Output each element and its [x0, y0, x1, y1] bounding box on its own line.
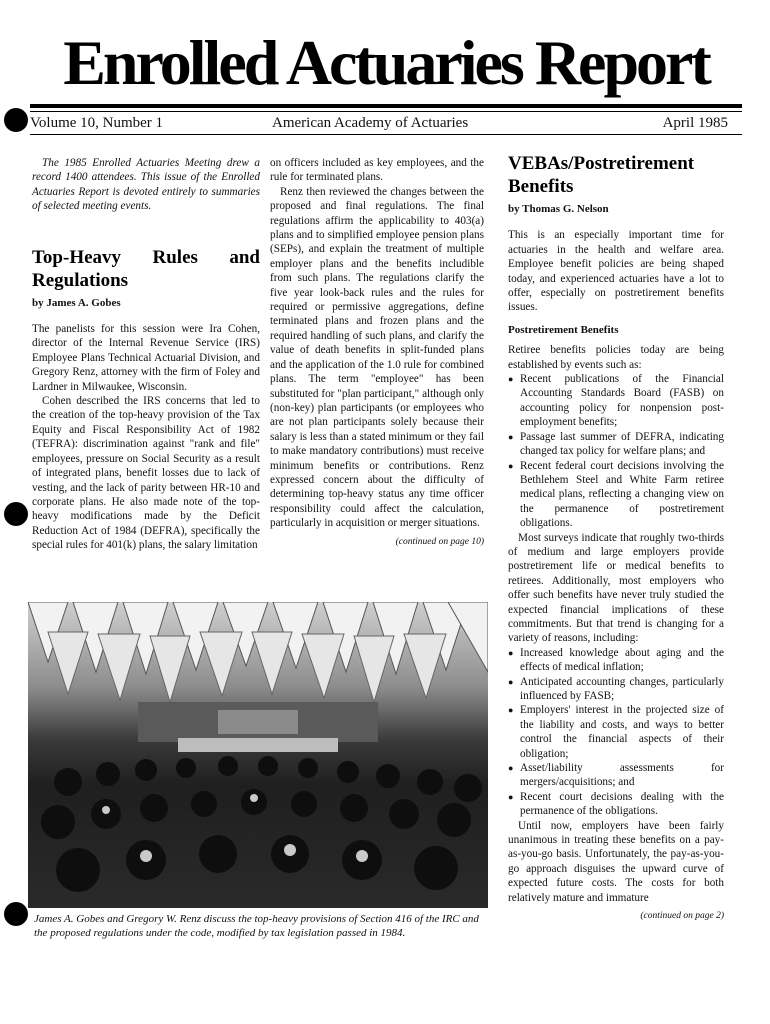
section-subhead: Postretirement Benefits [508, 323, 619, 336]
masthead-title: Enrolled Actuaries Report [63, 27, 709, 98]
article-paragraph: Retiree benefits policies today are being established by events such as: [508, 344, 724, 371]
article-paragraph: Renz then reviewed the changes between the proposed and final regulations. The final regulations affirm the applicability to 403(a) plans and to simplified employee pension plans (SEPs), and explain the treatment of multiple employer plans and the benefits includible from such plans. The regulations clarify the five year look-back rules and the rules for required or permissive aggregations, define terminated plans and frozen plans and the required handling of such plans, and clarify the value of death benefits in split-funded plans and the application of the 1.0 rule for combined plans. The term "employee" has been substituted for "plan participant," although only (non-key) plan participants (or employees who are not plan participants solely because their salary is less than a stated minimum or they fail to make mandatory contributions) must receive minimum benefits or contributions. Renz expressed concern about the difficulty of determining top-heavy status any time officer responsibility could affect the calculation, particularly in acquisition or merger situations. [270, 185, 484, 530]
article-paragraph: The panelists for this session were Ira Cohen, director of the Internal Revenue Service (IRS) Employee Plans Technical Actuarial Division, and Gregory Renz, attorney with the firm of Foley and Lardner in Milwaukee, Wisconsin. [32, 323, 260, 393]
article-paragraph: Most surveys indicate that roughly two-thirds of medium and large employers provide postretirement life or medical benefits to retirees. Additionally, most employers who offer such benefits have never truly studied the expected financial implications of these commitments. But that trend is changing for a variety of reasons, including: [508, 531, 724, 645]
meeting-photo [28, 602, 488, 908]
issue-info-line [30, 112, 742, 134]
continued-note: (continued on page 2) [640, 911, 724, 922]
intro-note: The 1985 Enrolled Actuaries Meeting drew a record 1400 attendees. This issue of the Enrolled Actuaries Report is devoted entirely to summaries of selected meeting events. [32, 157, 260, 213]
continued-note: (continued on page 10) [395, 536, 484, 547]
article-headline: VEBAs/Postretirement Benefits [508, 153, 695, 197]
bullet-item: ● Asset/liability assessments for mergers/acquisitions; and [508, 761, 724, 790]
issue-organization: American Academy of Actuaries [272, 115, 469, 131]
binder-hole [4, 108, 28, 132]
masthead-rule [30, 104, 742, 108]
binder-hole [4, 502, 28, 526]
bullet-item: ● Increased knowledge about aging and the effects of medical inflation; [508, 646, 724, 675]
photo-caption: James A. Gobes and Gregory W. Renz discuss the top-heavy provisions of Section 416 of the IRC and the proposed regulations under the code, modified by tax legislation passed in 1984. [34, 913, 479, 939]
bullet-item: ● Anticipated accounting changes, particularly influenced by FASB; [508, 675, 724, 704]
bullet-list [508, 372, 724, 530]
article-lead: This is an especially important time for actuaries in the health and welfare area. Employee benefit policies are being shaped today, and experienced actuaries have a lot to offer, especially on postretirement benefits issues. [508, 229, 724, 314]
column-left [32, 156, 260, 553]
article-headline: Top-Heavy Rules and Regulations [32, 246, 260, 291]
bullet-item: ● Passage last summer of DEFRA, indicating changed tax policy for welfare plans; and [508, 430, 724, 459]
column-middle [270, 156, 484, 549]
binder-hole [4, 902, 28, 926]
article-paragraph: Cohen described the IRS concerns that led to the creation of the top-heavy provision of the Tax Equity and Fiscal Responsibility Act of 1982 (TEFRA): discrimination against "rank and file" employees, pressure on Social Security as a result of integrated plans, benefit losses due to lack of vesting, and the lack of parity between HR-10 and corporate plans. He also made note of the top-heavy modifications made by the Deficit Reduction Act of 1984 (DEFRA), specifically the special rules for 401(k) plans, the salary limitation [32, 395, 260, 552]
article-byline: by James A. Gobes [32, 296, 121, 309]
article-byline: by Thomas G. Nelson [508, 203, 609, 215]
bullet-item: ● Recent court decisions dealing with the permanence of the obligations. [508, 790, 724, 819]
bullet-list [508, 646, 724, 819]
issue-date: April 1985 [662, 115, 728, 131]
bullet-item: ● Recent federal court decisions involving the Bethlehem Steel and White Farm retiree medical plans, reflecting a changing view on the permanence of postretirement obligations. [508, 459, 724, 531]
bullet-item: ● Employers' interest in the projected size of the liability and costs, and ways to better control the financial aspects of their obligation; [508, 703, 724, 761]
article-paragraph: Until now, employers have been fairly unanimous in treating these benefits on a pay-as-you-go basis. Unfortunately, the pay-as-you-go approach disguises the upward curve of expected future costs. The costs for both relatively mature and immature [508, 819, 724, 904]
meeting-photo-illustration [28, 602, 488, 908]
article-paragraph: on officers included as key employees, and the rule for terminated plans. [270, 157, 484, 184]
info-line-rule [30, 134, 742, 135]
bullet-item: ● Recent publications of the Financial Accounting Standards Board (FASB) on accounting policy for nonpension post-employment benefits; [508, 372, 724, 430]
column-right [508, 152, 724, 924]
issue-volume: Volume 10, Number 1 [30, 115, 164, 131]
